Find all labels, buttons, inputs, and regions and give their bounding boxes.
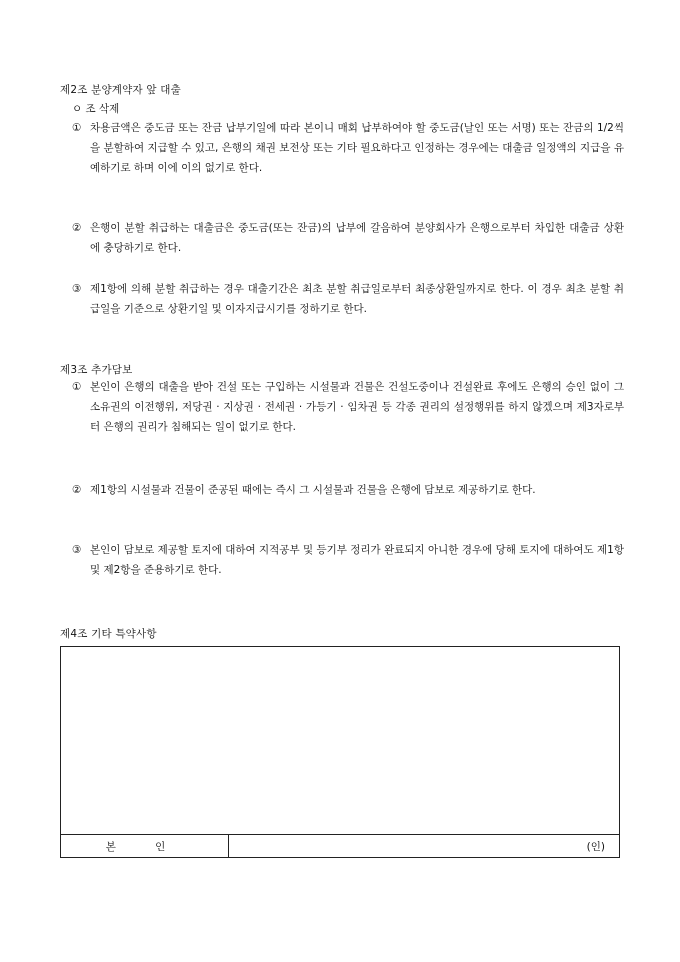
article-3-title: 제3조 추가담보 (60, 364, 133, 376)
item-text: 본인이 은행의 대출을 받아 건설 또는 구입하는 시설물과 건물은 건설도중이나 건설완료 후에도 은행의 승인 없이 그 소유권의 이전행위, 저당권 · 지상권 · 전세권 · 가등기 · 임차권 등 각종 권리의 설정행위를 하지 않겠으며 제3자로부터 은행의 권리가 침해되는 일이 없기로 한다. (90, 381, 624, 433)
article-2-item-3 (72, 279, 624, 319)
article-4-title: 제4조 기타 특약사항 (60, 628, 157, 640)
signature-field[interactable] (229, 835, 619, 857)
item-number: ① (72, 381, 82, 393)
item-text: 차용금액은 중도금 또는 잔금 납부기일에 따라 본이니 매회 납부하여야 할 중도금(날인 또는 서명) 또는 잔금의 1/2씩을 분할하여 지급할 수 있고, 은행의 채권 보전상 또는 기타 필요하다고 인정하는 경우에는 대출금 일정액의 지급을 유예하기로 하며 이에 이의 없기로 한다. (90, 122, 624, 174)
signature-row (61, 834, 619, 857)
item-number: ③ (72, 544, 82, 556)
seal-label: (인) (586, 840, 605, 853)
item-text: 본인이 담보로 제공할 토지에 대하여 지적공부 및 등기부 정리가 완료되지 아니한 경우에 당해 토지에 대하여도 제1항 및 제2항을 준용하기로 한다. (90, 544, 624, 576)
item-text: 은행이 분할 취급하는 대출금은 중도금(또는 잔금)의 납부에 갈음하여 분양회사가 은행으로부터 차입한 대출금 상환에 충당하기로 한다. (90, 222, 624, 254)
item-number: ② (72, 222, 82, 234)
special-terms-content[interactable] (61, 647, 619, 837)
article-2-subtitle: ㅇ 조 삭제 (72, 103, 120, 115)
signature-label: 본 인 (61, 835, 229, 857)
article-2-item-1 (72, 118, 624, 178)
article-3-item-2 (72, 480, 624, 500)
item-text: 제1항에 의해 분할 취급하는 경우 대출기간은 최초 분할 취급일로부터 최종상환일까지로 한다. 이 경우 최초 분할 취급일을 기준으로 상환기일 및 이자지급시기를 정하기로 한다. (90, 283, 624, 315)
item-number: ③ (72, 283, 82, 295)
item-number: ① (72, 122, 82, 134)
article-3-item-3 (72, 540, 624, 580)
special-terms-box (60, 646, 620, 858)
article-3-item-1 (72, 377, 624, 437)
article-2-title: 제2조 분양계약자 앞 대출 (60, 84, 181, 96)
item-text: 제1항의 시설물과 건물이 준공된 때에는 즉시 그 시설물과 건물을 은행에 담보로 제공하기로 한다. (90, 484, 536, 496)
article-2-item-2 (72, 218, 624, 258)
item-number: ② (72, 484, 82, 496)
